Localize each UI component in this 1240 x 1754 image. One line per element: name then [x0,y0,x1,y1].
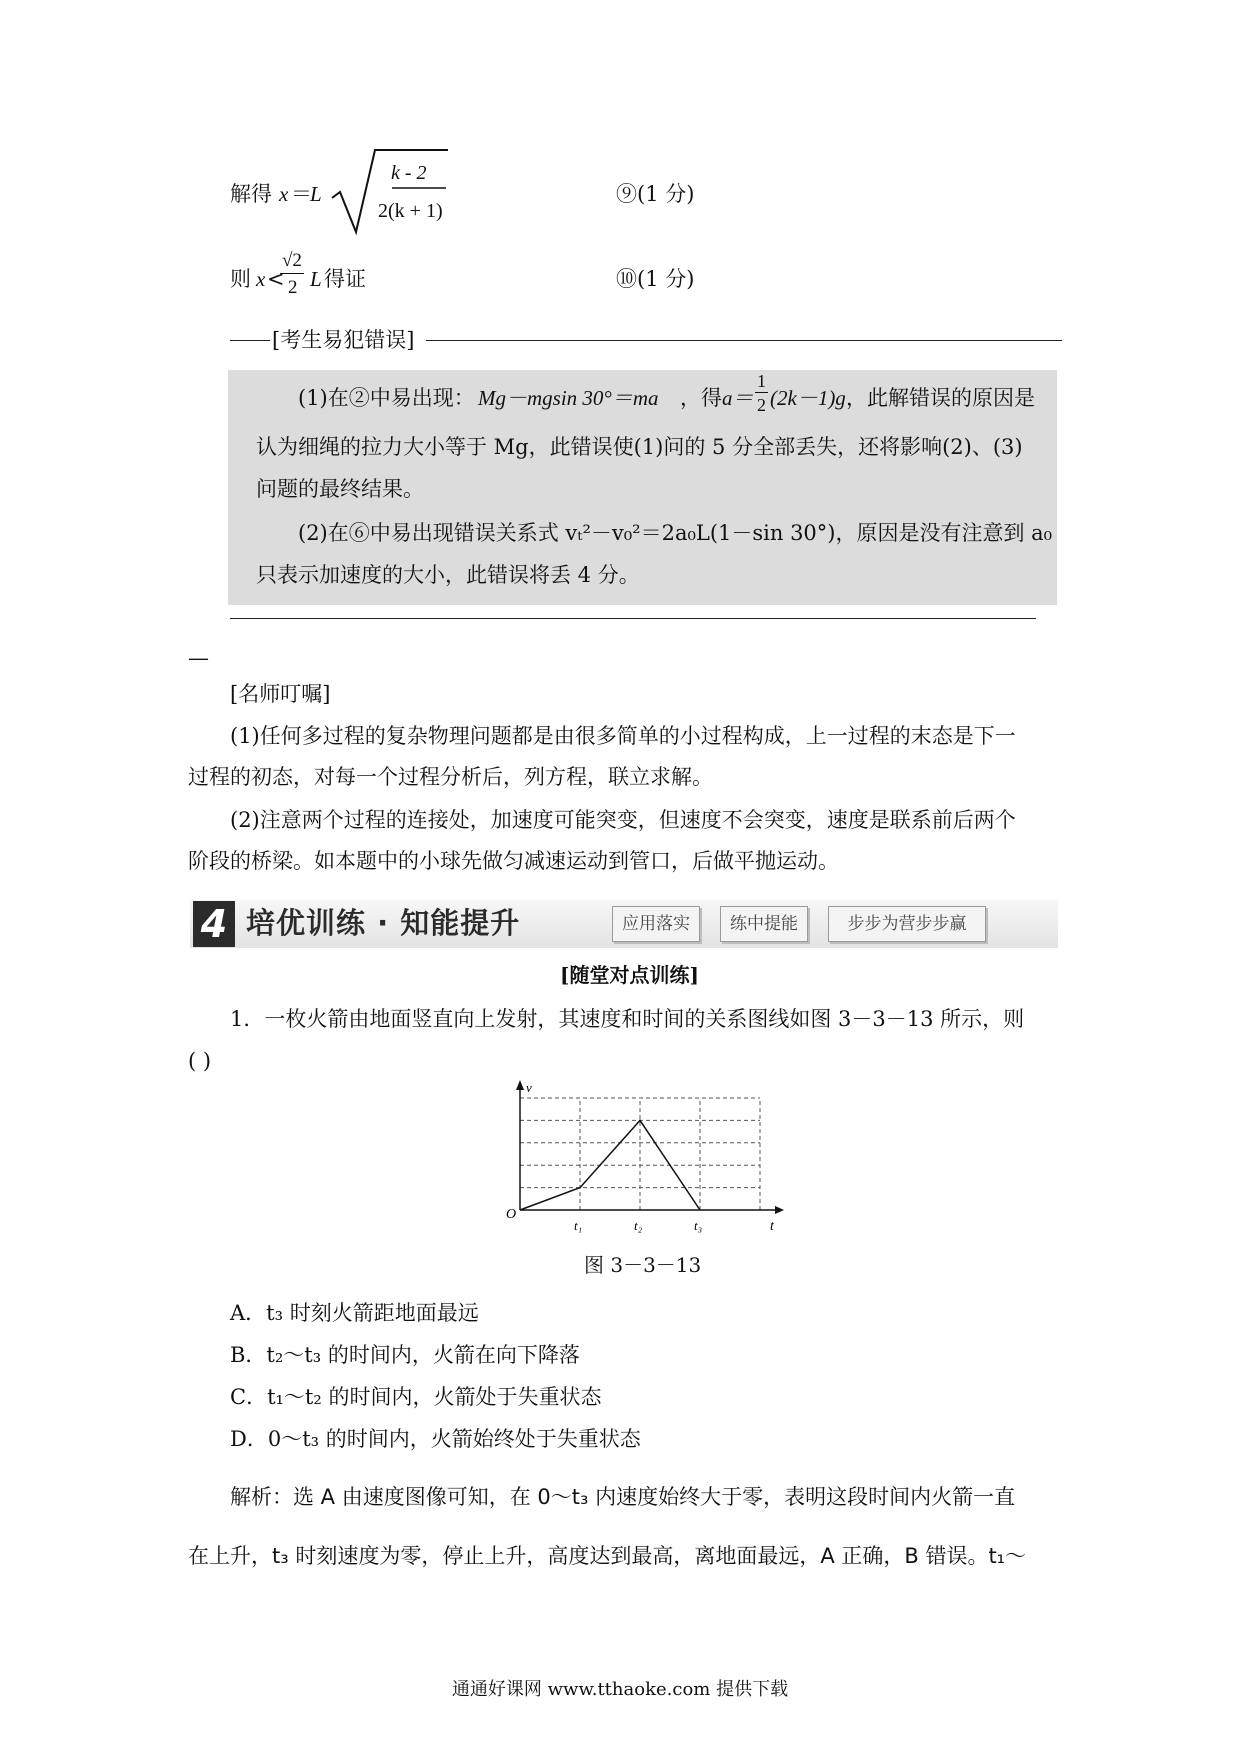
question1-answer-blank: ( ) [188,1049,212,1073]
option-d: D．0～t₃ 的时间内，火箭始终处于失重状态 [230,1427,641,1451]
step10-denominator: 2 [288,277,298,298]
mistake1-intro: (1)在②中易出现： [298,386,475,410]
mistake1-frac-num: 1 [757,371,766,391]
mistake1-factor: (2k－1)g [770,386,846,410]
analysis-line2: 在上升，t₃ 时刻速度为零，停止上升，高度达到最高，离地面最远，A 正确，B 错误。t₁～ [188,1544,1027,1568]
tips-p1-line2: 过程的初态，对每一个过程分析后，列方程，联立求解。 [188,765,713,789]
step10-numerator: √2 [280,249,304,274]
mistake2-line2: 只表示加速度的大小，此错误将丢 4 分。 [256,563,640,587]
mistakes-bottom-rule [230,618,1036,619]
step10-suffix: 得证 [324,267,366,291]
mistake1-a-equals: a＝ [722,386,754,410]
step9-prefix: 解得 [230,182,272,206]
option-b: B．t₂～t₃ 的时间内，火箭在向下降落 [230,1343,580,1367]
subsection-title: [随堂对点训练] [560,963,699,987]
step10-x: x [256,267,266,291]
figure-caption: 图 3－3－13 [584,1253,702,1277]
step9-L: L [310,182,322,206]
mistake1-line3: 问题的最终结果。 [256,477,424,501]
y-axis-arrow-icon [516,1080,524,1090]
mistake1-reason: ，此解错误的原因是 [846,386,1035,410]
option-a: A．t₃ 时刻火箭距地面最远 [230,1301,479,1325]
mistake1-line2: 认为细绳的拉力大小等于 Mg，此错误使(1)问的 5 分全部丢失，还将影响(2)、(3) [256,435,1023,459]
heading-rule-right [426,340,1062,341]
x-axis-arrow-icon [775,1206,784,1214]
analysis-line1: 解析：选 A 由速度图像可知，在 0～t₃ 内速度始终大于零，表明这段时间内火箭一直 [230,1485,1016,1509]
mistake1-frac-den: 2 [757,395,766,415]
tips-heading: [名师叮嘱] [230,682,331,706]
question1-stem: 1．一枚火箭由地面竖直向上发射，其速度和时间的关系图线如图 3－3－13 所示，则 [230,1007,1025,1031]
origin-label: O [506,1207,517,1222]
section-title: 培优训练 · 知能提升 [246,906,521,940]
tag-practice: 练中提能 [720,906,808,942]
velocity-series-line [520,1120,700,1210]
mistake2-line1: (2)在⑥中易出现错误关系式 vₜ²－v₀²＝2a₀L(1－sin 30°)，原因是没有注意到 a₀ [298,521,1053,545]
mistakes-heading: [考生易犯错误] [272,328,415,352]
x-tick-label: t₁ [574,1218,583,1233]
step10-lt: < [267,267,285,291]
stray-dash: — [188,646,209,670]
step10-prefix: 则 [230,267,251,291]
step10-score: ⑩(1 分) [616,267,695,291]
x-tick-label: t₂ [634,1218,643,1233]
x-axis-label: t [770,1219,774,1234]
tips-p2-line2: 阶段的桥梁。如本题中的小球先做匀减速运动到管口，后做平抛运动。 [188,849,839,873]
tag-step-by-step: 步步为营步步赢 [828,906,986,942]
velocity-time-chart [500,1080,790,1240]
step9-equals: ＝ [291,182,312,206]
step9-numerator: k - 2 [391,162,427,184]
tag-apply: 应用落实 [612,906,700,942]
heading-rule-left [230,340,270,341]
tips-p2-line1: (2)注意两个过程的连接处，加速度可能突变，但速度不会突变，速度是联系前后两个 [230,808,1016,832]
y-axis-label: v [526,1080,532,1095]
section-number-badge [193,901,235,947]
step9-x: x [279,182,289,206]
option-c: C．t₁～t₂ 的时间内，火箭处于失重状态 [230,1385,602,1409]
step9-score: ⑨(1 分) [616,182,695,206]
x-tick-label: t₃ [694,1218,703,1233]
mistake1-then: ，得 [680,386,722,410]
tips-p1-line1: (1)任何多过程的复杂物理问题都是由很多简单的小过程构成，上一过程的末态是下一 [230,724,1016,748]
step10-L: L [310,267,322,291]
step9-denominator: 2(k + 1) [378,200,443,222]
page-footer: 通通好课网 www.tthaoke.com 提供下载 [451,1679,789,1700]
section-number: 4 [200,902,228,946]
mistake1-equation: Mg－mgsin 30°＝ma [478,386,659,410]
